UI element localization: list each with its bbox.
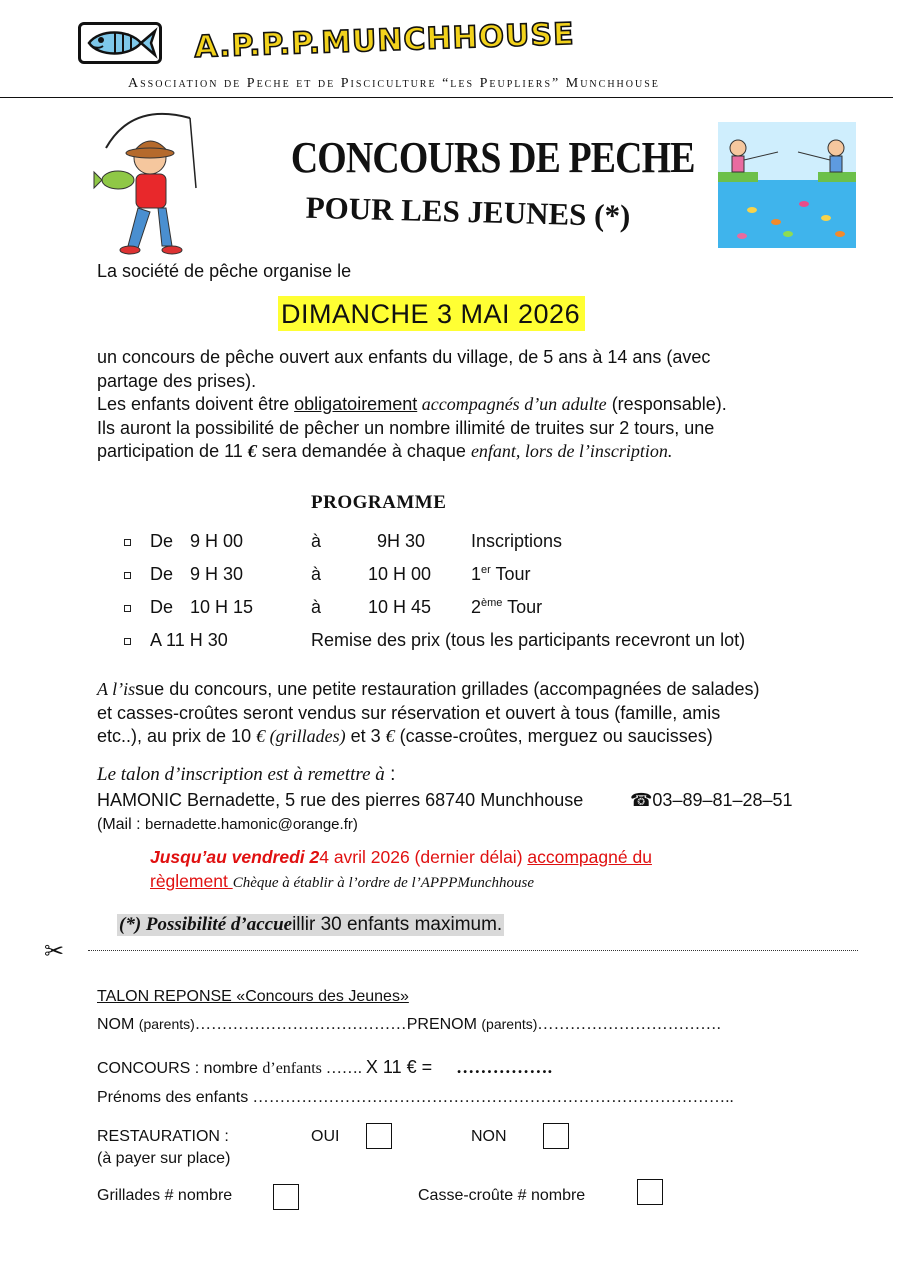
org-full-name: Association de Peche et de Pisciculture “les Peupliers” Munchhouse [128, 76, 660, 91]
intro-text: La société de pêche organise le [97, 261, 352, 281]
bullet-icon [124, 605, 131, 612]
capacity-note: (*) Possibilité d’accueillir 30 enfants maximum. [119, 914, 503, 935]
oui-label: OUI [311, 1128, 340, 1145]
scissors-icon: ✂ [44, 938, 65, 965]
restauration-line: A l’issue du concours, une petite restauration grillades (accompagnées de salades) [97, 679, 760, 699]
boy-fishing-illustration [92, 108, 204, 256]
org-name: A.P.P.P.MUNCHHOUSE [193, 16, 576, 65]
inscription-address: HAMONIC Bernadette, 5 rue des pierres 68740 Munchhouse [97, 790, 584, 810]
description-line: un concours de pêche ouvert aux enfants du village, de 5 ans à 14 ans (avec [97, 347, 711, 367]
phone-icon: ☎ [630, 790, 653, 810]
casse-croute-label: Casse-croûte # nombre [418, 1187, 586, 1204]
description-line: Les enfants doivent être obligatoirement accompagnés d’un adulte (responsable). [97, 394, 727, 414]
email-address: bernadette.hamonic@orange.fr) [145, 816, 358, 833]
restauration-line: etc..), au prix de 10 € (grillades) et 3 € (casse-croûtes, merguez ou saucisses) [97, 726, 713, 746]
bullet-icon [124, 638, 131, 645]
grillades-label: Grillades # nombre [97, 1187, 233, 1204]
restauration-text [97, 678, 837, 749]
fish-icon [81, 25, 159, 61]
header-divider [0, 97, 893, 98]
nom-field[interactable]: NOM (parents)…………………………………PRENOM (parents)……………………………. [97, 1016, 722, 1033]
cut-line [88, 950, 858, 951]
oui-checkbox[interactable] [366, 1123, 392, 1149]
description-line: partage des prises). [97, 370, 257, 391]
non-checkbox[interactable] [543, 1123, 569, 1149]
bullet-icon [124, 539, 131, 546]
description-line: participation de 11 € sera demandée à chaque enfant, lors de l’inscription. [97, 441, 673, 461]
payment-line: règlement Chèque à établir à l’ordre de l’APPPMunchhouse [150, 871, 535, 891]
page-subtitle: POUR LES JEUNES (*) [305, 189, 631, 234]
programme-heading: PROGRAMME [311, 492, 447, 513]
bullet-icon [124, 572, 131, 579]
restauration-line: et casses-croûtes seront vendus sur réservation et ouvert à tous (famille, amis [97, 702, 721, 723]
deadline-line: Jusqu’au vendredi 24 avril 2026 (dernier délai) accompagné du [150, 847, 652, 867]
kids-fishing-illustration [718, 122, 856, 248]
form-title: TALON REPONSE «Concours des Jeunes» [97, 988, 409, 1005]
casse-croute-checkbox[interactable] [637, 1179, 663, 1205]
emphasis-obligatoirement: obligatoirement [294, 394, 418, 414]
page-title: CONCOURS DE PECHE [290, 133, 695, 182]
fish-logo [78, 22, 162, 64]
restauration-label: RESTAURATION : [97, 1128, 229, 1145]
event-date: DIMANCHE 3 MAI 2026 [278, 296, 585, 331]
phone-number: ☎03–89–81–28–51 [630, 790, 793, 810]
description [97, 346, 837, 464]
description-line: Ils auront la possibilité de pêcher un nombre illimité de truites sur 2 tours, une [97, 417, 715, 438]
mail-line: (Mail : bernadette.hamonic@orange.fr) [97, 816, 358, 833]
payer-note: (à payer sur place) [97, 1150, 231, 1167]
grillades-checkbox[interactable] [273, 1184, 299, 1210]
concours-field[interactable]: CONCOURS : nombre d’enfants ……. X 11 € = ……………. [97, 1057, 553, 1077]
prenoms-enfants-field[interactable]: Prénoms des enfants …………………………………………………………………………….. [97, 1089, 734, 1106]
non-label: NON [471, 1128, 507, 1145]
inscription-intro: Le talon d’inscription est à remettre à : [97, 764, 396, 785]
